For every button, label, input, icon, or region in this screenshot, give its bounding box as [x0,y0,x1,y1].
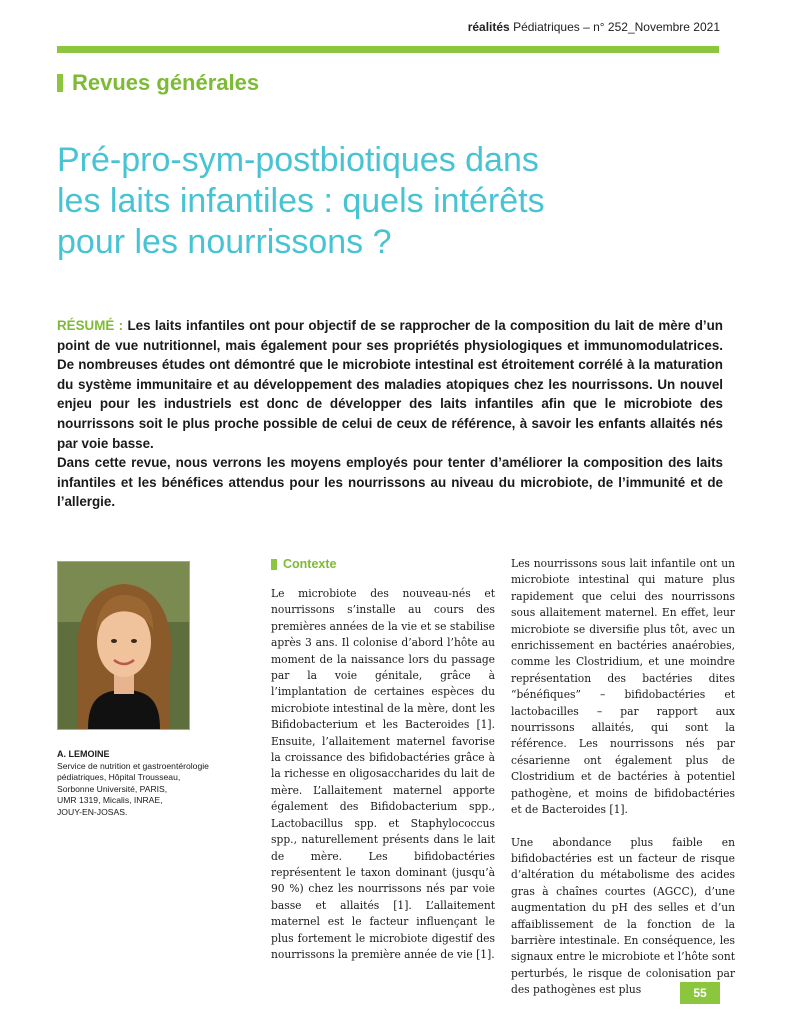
abstract-paragraph: Dans cette revue, nous verrons les moyens employés pour tenter d’améliorer la composition des laits infantiles et les bénéfices attendus pour les nourrissons au niveau du microbiote, de l’immunité et de l’allergie. [57,455,723,510]
title-line: les laits infantiles : quels intérêts [57,182,545,220]
author-block [57,749,247,819]
abstract-paragraph [57,316,723,453]
subsection-marker [271,559,277,570]
section-heading [57,70,259,96]
affiliation-line: Service de nutrition et gastroentérologie [57,760,209,771]
article-title [57,140,737,263]
title-line: Pré-pro-sym-postbiotiques dans [57,141,539,179]
header-rule [57,46,719,53]
section-label: Revues générales [72,70,260,95]
abstract-lead: RÉSUMÉ : [57,318,124,333]
section-marker [57,74,63,92]
author-photo [57,561,190,730]
subsection-label: Contexte [283,556,337,571]
body-paragraph: Une abondance plus faible en bifidobactéries est un facteur de risque d’altération du métabolisme des acides gras à chaînes courtes (AGCC), d’une augmentation du pH des selles et d’un affaiblissement de la fonction de la barrière intestinale. En conséquence, les signaux entre le microbiote et l’hôte sont perturbés, le risque de colonisation par des pathogènes est plus [511,835,735,997]
title-line: pour les nourrissons ? [57,223,392,261]
body-paragraph: Le microbiote des nouveau-nés et nourrissons s’installe au cours des premières années de la vie et se stabilise après 3 ans. Il colonise d’abord l’hôte au moment de la naissance lors du passage par la voie génitale, grâce à l’implantation de certaines espèces du microbiote intestinal de la mère, dont les Bifidobacterium et les Bacteroides [1]. Ensuite, l’allaitement maternel favorise la croissance des bifidobactéries grâce à la richesse en oligosaccharides du lait de mère. L’allaitement maternel apporte également des Bifidobacterium spp., Lactobacillus spp. et Staphylococcus spp., naturellement présents dans le lait de mère. Les bifidobactéries représentent le taxon dominant (jusqu’à 90 %) chez les nourrissons nés par voie basse et allaités [1]. L’allaitement maternel est le facteur influençant le plus fortement le microbiote digestif des nourrissons la première année de vie [1]. [271,587,495,961]
journal-name: réalités [467,20,510,34]
affiliation-line: UMR 1319, Micalis, INRAE, [57,795,163,806]
page-number: 55 [680,982,720,1004]
author-name: A. LEMOINE [57,749,110,759]
affiliation-line: pédiatriques, Hôpital Trousseau, [57,772,181,783]
body-column-2 [511,556,735,999]
running-header [468,20,720,34]
abstract-text: Les laits infantiles ont pour objectif de se rapprocher de la composition du lait de mère d’un point de vue nutritionnel, mais également pour ses propriétés physiologiques et immunomodulatrices. De nombreuses études ont démontré que le microbiote intestinal est étroitement corrélé à la maturation du système immunitaire et au développement des maladies atopiques chez les nourrissons. Un nouvel enjeu pour les industriels est donc de développer des laits infantiles afin que le microbiote des nourrissons soit le plus proche possible de celui de ceux de référence, à savoir les enfants allaités nés par voie basse. [57,318,723,451]
affiliation-line: Sorbonne Université, PARIS, [57,783,168,794]
subsection-heading [271,556,495,572]
affiliation-line: JOUY-EN-JOSAS. [57,806,128,817]
body-paragraph: Les nourrissons sous lait infantile ont un microbiote intestinal qui mature plus rapidement que celui des nourrissons sous allaitement maternel. En effet, leur microbiote se diversifie plus tôt, avec un enrichissement en bactéries anaérobies, comme les Clostridium, et une moindre représentation des bactéries dites “bénéfiques” – bifidobactéries et lactobacilles – par rapport aux nourrissons allaités, qui sont la référence. Les nourrissons nés par césarienne ont également plus de Clostridium et de bactéries à potentiel pathogène, et moins de bifidobactéries et de Bacteroides [1]. [511,557,735,817]
body-column-1 [271,556,495,963]
issue-info: Pédiatriques – n° 252_Novembre 2021 [513,20,720,34]
abstract [57,316,723,512]
